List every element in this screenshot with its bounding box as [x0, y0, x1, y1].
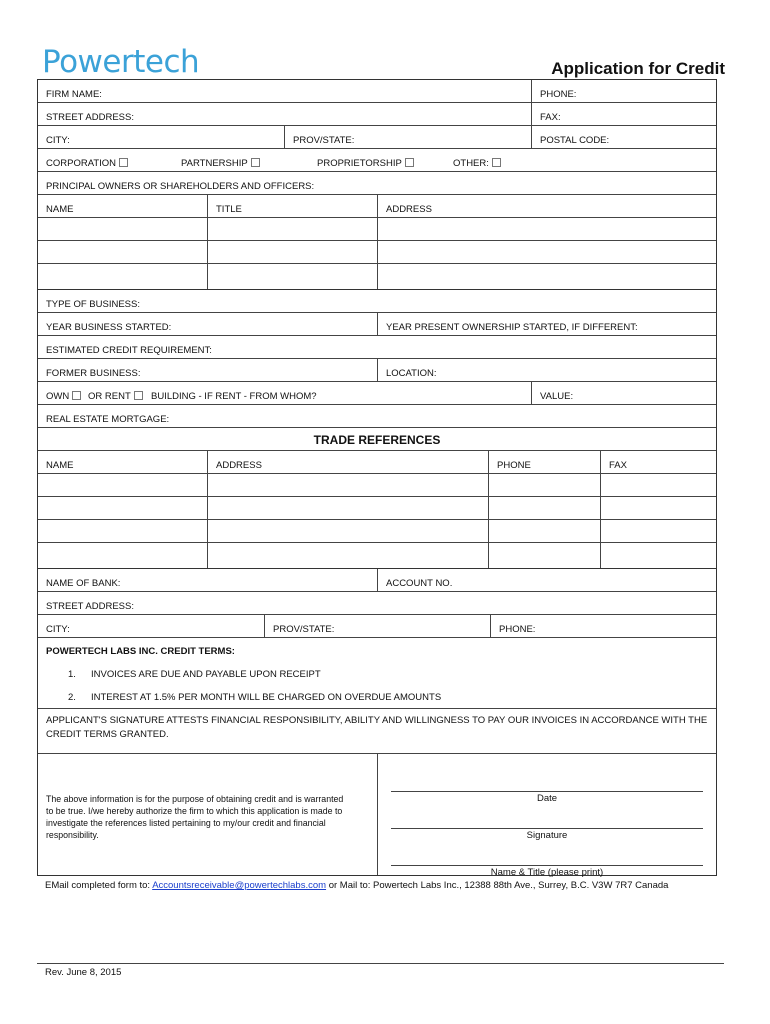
date-line[interactable] — [391, 791, 703, 792]
trade-table-row — [38, 543, 716, 569]
owners-title-label: TITLE — [216, 204, 242, 215]
type-of-business-field[interactable] — [38, 290, 716, 313]
signature-box — [377, 754, 716, 875]
corporation-label: CORPORATION — [46, 158, 117, 169]
page-title: Application for Credit — [551, 59, 725, 78]
type-of-business-label: TYPE OF BUSINESS: — [46, 299, 140, 310]
other-label: OTHER: — [453, 158, 489, 169]
principal-owners-row — [38, 172, 716, 195]
year-ownership-field[interactable] — [377, 313, 716, 335]
business-form-row — [38, 149, 716, 172]
bank-prov-state-field[interactable] — [264, 615, 490, 637]
submission-prefix: EMail completed form to: — [45, 880, 153, 891]
footer-divider — [37, 963, 724, 964]
owners-title-header — [207, 195, 377, 217]
bank-name-field[interactable] — [38, 569, 377, 591]
trade-name-label: NAME — [46, 460, 74, 471]
owners-table-row — [38, 218, 716, 241]
partnership-checkbox[interactable] — [251, 158, 260, 167]
submission-instructions — [45, 880, 668, 891]
partnership-label: PARTNERSHIP — [181, 158, 248, 169]
value-field[interactable] — [531, 382, 716, 404]
location-field[interactable] — [377, 359, 716, 381]
bank-city-field[interactable] — [38, 615, 264, 637]
trade-fax-input[interactable] — [600, 520, 716, 542]
firm-row — [38, 80, 716, 103]
trade-fax-input[interactable] — [600, 543, 716, 568]
year-started-label: YEAR BUSINESS STARTED: — [46, 322, 172, 333]
former-business-label: FORMER BUSINESS: — [46, 368, 141, 379]
corporation-option — [46, 158, 128, 169]
trade-address-input[interactable] — [207, 474, 488, 496]
company-logo: Powertech — [42, 44, 200, 80]
owner-address-input[interactable] — [377, 264, 716, 289]
term-number: 2. — [68, 692, 76, 703]
trade-table-row — [38, 474, 716, 497]
street-address-field[interactable] — [38, 103, 531, 125]
name-title-line[interactable] — [391, 865, 703, 866]
credit-application-form — [37, 79, 717, 876]
declaration-box — [38, 754, 377, 875]
trade-phone-header — [488, 451, 600, 473]
bank-row — [38, 569, 716, 592]
real-estate-mortgage-field[interactable] — [38, 405, 716, 428]
building-field[interactable] — [38, 382, 531, 404]
term-number: 1. — [68, 669, 76, 680]
attestation-text: APPLICANT'S SIGNATURE ATTESTS FINANCIAL RESPONSIBILITY, ABILITY AND WILLINGNESS TO PAY OUR INVOICES IN ACCORDANCE WITH THE CREDIT TERMS GRANTED. — [46, 715, 708, 740]
owners-address-label: ADDRESS — [386, 204, 432, 215]
bank-street-address-label: STREET ADDRESS: — [46, 601, 134, 612]
firm-name-field[interactable] — [38, 80, 531, 102]
proprietorship-option — [317, 158, 414, 169]
credit-requirement-label: ESTIMATED CREDIT REQUIREMENT: — [46, 345, 212, 356]
owners-name-label: NAME — [46, 204, 74, 215]
phone-field[interactable] — [531, 80, 716, 102]
credit-requirement-field[interactable] — [38, 336, 716, 359]
building-row — [38, 382, 716, 405]
or-rent-label: OR RENT — [88, 391, 131, 402]
corporation-checkbox[interactable] — [119, 158, 128, 167]
trade-name-input[interactable] — [38, 543, 207, 568]
trade-phone-input[interactable] — [488, 520, 600, 542]
former-business-field[interactable] — [38, 359, 377, 381]
owner-address-input[interactable] — [377, 218, 716, 240]
name-title-label: Name & Title (please print) — [490, 867, 604, 878]
bank-phone-label: PHONE: — [499, 624, 536, 635]
owner-name-input[interactable] — [38, 264, 207, 289]
account-no-field[interactable] — [377, 569, 716, 591]
partnership-option — [181, 158, 260, 169]
rent-option — [88, 391, 143, 402]
owners-name-header — [38, 195, 207, 217]
owner-title-input[interactable] — [207, 241, 377, 263]
location-label: LOCATION: — [386, 368, 437, 379]
fax-label: FAX: — [540, 112, 561, 123]
owner-name-input[interactable] — [38, 218, 207, 240]
rent-checkbox[interactable] — [134, 391, 143, 400]
city-field[interactable] — [38, 126, 284, 148]
prov-state-field[interactable] — [284, 126, 531, 148]
year-ownership-label: YEAR PRESENT OWNERSHIP STARTED, IF DIFFERENT: — [386, 322, 638, 333]
proprietorship-label: PROPRIETORSHIP — [317, 158, 402, 169]
credit-terms-title: POWERTECH LABS INC. CREDIT TERMS: — [46, 646, 235, 657]
owners-table-header — [38, 195, 716, 218]
trade-address-input[interactable] — [207, 497, 488, 519]
submission-suffix: or Mail to: Powertech Labs Inc., 12388 88th Ave., Surrey, B.C. V3W 7R7 Canada — [326, 880, 669, 891]
bank-phone-field[interactable] — [490, 615, 716, 637]
trade-references-heading — [38, 428, 716, 451]
owners-address-header — [377, 195, 716, 217]
trade-table-row — [38, 497, 716, 520]
bank-name-label: NAME OF BANK: — [46, 578, 121, 589]
postal-code-field[interactable] — [531, 126, 716, 148]
trade-table-header — [38, 451, 716, 474]
firm-name-label: FIRM NAME: — [46, 89, 102, 100]
prov-state-label: PROV/STATE: — [293, 135, 355, 146]
trade-phone-label: PHONE — [497, 460, 531, 471]
trade-name-input[interactable] — [38, 520, 207, 542]
trade-phone-input[interactable] — [488, 543, 600, 568]
city-row — [38, 126, 716, 149]
own-checkbox[interactable] — [72, 391, 81, 400]
bank-prov-state-label: PROV/STATE: — [273, 624, 335, 635]
bank-city-label: CITY: — [46, 624, 70, 635]
former-business-row — [38, 359, 716, 382]
year-row — [38, 313, 716, 336]
account-no-label: ACCOUNT NO. — [386, 578, 453, 589]
email-link[interactable]: Accountsreceivable@powertechlabs.com — [152, 880, 327, 891]
owner-title-input[interactable] — [207, 218, 377, 240]
term-text: INTEREST AT 1.5% PER MONTH WILL BE CHARGED ON OVERDUE AMOUNTS — [91, 692, 442, 703]
date-label: Date — [536, 793, 558, 804]
declaration-text: The above information is for the purpose of obtaining credit and is warranted to be true. I/we hereby authorize the firm to which this application is made to investigate the references listed pertaining to my/our credit and financial responsibility. — [46, 794, 344, 840]
proprietorship-checkbox[interactable] — [405, 158, 414, 167]
credit-terms-section — [38, 638, 716, 709]
postal-code-label: POSTAL CODE: — [540, 135, 610, 146]
trade-address-label: ADDRESS — [216, 460, 262, 471]
bank-street-address-field[interactable] — [38, 592, 716, 615]
phone-label: PHONE: — [540, 89, 577, 100]
trade-name-header — [38, 451, 207, 473]
owner-name-input[interactable] — [38, 241, 207, 263]
fax-field[interactable] — [531, 103, 716, 125]
principal-owners-label: PRINCIPAL OWNERS OR SHAREHOLDERS AND OFFICERS: — [46, 181, 315, 192]
trade-fax-input[interactable] — [600, 474, 716, 496]
owners-table-row — [38, 264, 716, 290]
own-label: OWN — [46, 391, 70, 402]
trade-fax-label: FAX — [609, 460, 627, 471]
city-label: CITY: — [46, 135, 70, 146]
value-label: VALUE: — [540, 391, 574, 402]
year-started-field[interactable] — [38, 313, 377, 335]
attestation-section — [38, 709, 716, 754]
bank-city-row — [38, 615, 716, 638]
trade-phone-input[interactable] — [488, 497, 600, 519]
trade-name-input[interactable] — [38, 474, 207, 496]
street-row — [38, 103, 716, 126]
revision-date: Rev. June 8, 2015 — [45, 967, 122, 978]
real-estate-mortgage-label: REAL ESTATE MORTGAGE: — [46, 414, 170, 425]
trade-address-input[interactable] — [207, 520, 488, 542]
signature-line[interactable] — [391, 828, 703, 829]
trade-table-row — [38, 520, 716, 543]
trade-fax-header — [600, 451, 716, 473]
building-rent-label: BUILDING - IF RENT - FROM WHOM? — [151, 391, 317, 402]
owners-table-row — [38, 241, 716, 264]
own-option — [46, 391, 81, 402]
trade-references-title: TRADE REFERENCES — [313, 433, 441, 447]
trade-address-input[interactable] — [207, 543, 488, 568]
other-option — [453, 158, 501, 169]
trade-address-header — [207, 451, 488, 473]
owner-address-input[interactable] — [377, 241, 716, 263]
term-text: INVOICES ARE DUE AND PAYABLE UPON RECEIPT — [91, 669, 321, 680]
trade-phone-input[interactable] — [488, 474, 600, 496]
signature-label: Signature — [526, 830, 568, 841]
other-checkbox[interactable] — [492, 158, 501, 167]
trade-fax-input[interactable] — [600, 497, 716, 519]
trade-name-input[interactable] — [38, 497, 207, 519]
owner-title-input[interactable] — [207, 264, 377, 289]
street-address-label: STREET ADDRESS: — [46, 112, 134, 123]
